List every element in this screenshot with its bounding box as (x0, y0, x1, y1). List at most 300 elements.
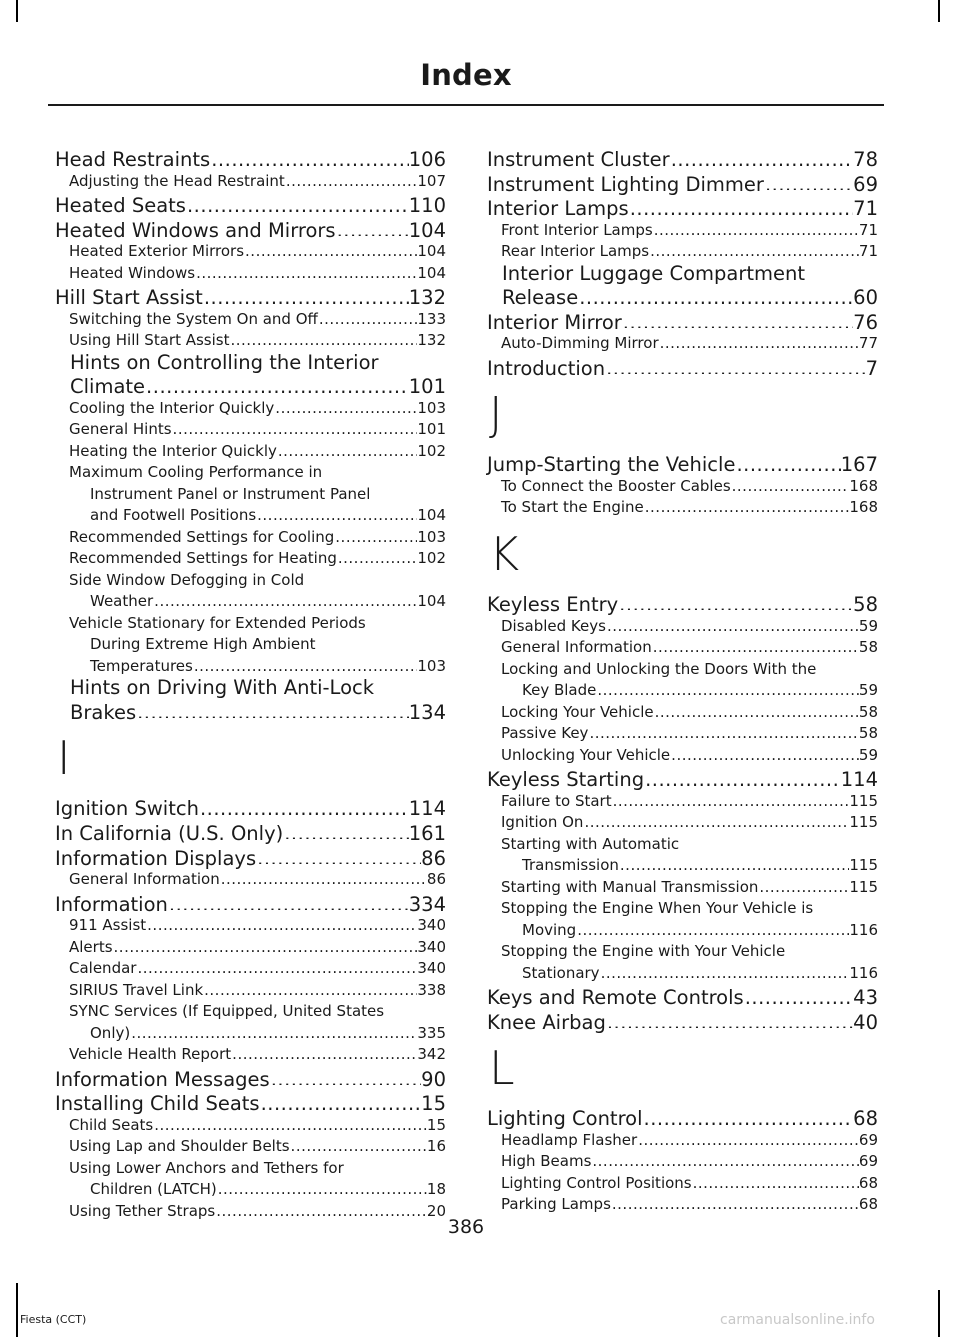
entry-line (55, 192, 446, 217)
entry-text: Information (55, 892, 168, 916)
entry-line (69, 441, 446, 463)
entry-text: Moving (522, 920, 577, 939)
index-subentry (55, 1001, 446, 1044)
entry-text: and Footwell Positions (90, 506, 257, 525)
dot-leader (606, 1009, 853, 1029)
dot-leader (596, 683, 859, 698)
entry-text: Heating the Interior Quickly (69, 441, 277, 460)
index-subentry (55, 241, 446, 263)
entry-line (487, 355, 878, 380)
dot-leader (744, 984, 853, 1004)
entry-text: Weather (90, 592, 154, 611)
entry-text-line: Hints on Controlling the Interior (70, 350, 379, 374)
entry-text: Failure to Start (501, 791, 612, 810)
index-subentry (487, 834, 878, 877)
page-reference: 110 (408, 194, 446, 218)
dot-leader (260, 1090, 422, 1110)
page-reference: 77 (858, 334, 878, 353)
index-subentry (487, 220, 878, 242)
page-title: Index (420, 58, 512, 92)
page-reference: 86 (426, 870, 446, 889)
entry-text: Hill Start Assist (55, 286, 203, 310)
entry-line (69, 548, 446, 570)
index-entry (55, 820, 446, 845)
dot-leader (283, 820, 409, 840)
dot-leader (576, 922, 849, 937)
index-letter-heading: L (489, 1041, 515, 1096)
index-entry (55, 845, 446, 870)
entry-text: Heated Windows (69, 263, 196, 282)
index-entry (55, 352, 446, 398)
entry-text: Stationary (522, 963, 600, 982)
page-reference: 114 (840, 768, 878, 792)
dot-leader (652, 640, 859, 655)
entry-line (522, 963, 878, 985)
page-reference: 68 (858, 1195, 878, 1214)
page-reference: 115 (849, 856, 878, 875)
entry-line (55, 284, 446, 309)
index-subentry (55, 309, 446, 331)
page-reference: 59 (858, 681, 878, 699)
index-subentry (487, 497, 878, 519)
page-reference: 15 (421, 1092, 446, 1116)
page-number: 386 (447, 1216, 485, 1238)
page-reference: 86 (421, 846, 446, 870)
page-reference: 71 (853, 197, 878, 221)
entry-text: Headlamp Flasher (501, 1130, 638, 1149)
page-reference: 334 (408, 892, 446, 916)
index-letter-heading: K (489, 526, 520, 581)
entry-line (501, 637, 878, 659)
index-subentry (55, 171, 446, 193)
index-entry (55, 217, 446, 242)
dot-leader (618, 591, 853, 611)
index-column-right (487, 146, 878, 1216)
page-reference: 58 (858, 702, 878, 721)
entry-text-line: SYNC Services (If Equipped, United States (69, 1002, 385, 1021)
entry-line (55, 146, 446, 171)
page-reference: 116 (849, 963, 878, 982)
entry-line (55, 820, 446, 845)
page-reference: 114 (408, 797, 446, 821)
entry-line (501, 616, 878, 638)
entry-line (487, 766, 878, 791)
entry-line (55, 1090, 446, 1115)
index-subentry (487, 1194, 878, 1216)
index-subentry (487, 877, 878, 899)
footer-model: Fiesta (CCT) (20, 1313, 87, 1326)
page-reference: 104 (417, 263, 446, 282)
index-subentry (55, 613, 446, 678)
entry-line (501, 241, 878, 263)
page-reference: 338 (417, 980, 446, 999)
entry-line (69, 958, 446, 980)
entry-line (69, 309, 446, 331)
page-reference: 104 (408, 218, 446, 242)
dot-leader (619, 858, 849, 873)
entry-text: Ignition Switch (55, 797, 199, 821)
dot-leader (649, 244, 859, 259)
entry-text: General Information (501, 638, 652, 656)
index-entry (487, 984, 878, 1009)
entry-text-line: Vehicle Stationary for Extended Periods (69, 613, 366, 632)
entry-text-line: Instrument Panel or Instrument Panel (90, 484, 371, 503)
index-subentry (55, 980, 446, 1002)
entry-line (55, 795, 446, 820)
entry-text: Child Seats (69, 1115, 154, 1134)
entry-text: Locking Your Vehicle (501, 702, 654, 721)
dot-leader (643, 1105, 854, 1125)
page-reference: 102 (417, 441, 446, 460)
index-subentry (487, 659, 878, 702)
entry-text-line: During Extreme High Ambient (90, 635, 316, 654)
dot-leader (588, 726, 858, 741)
entry-text: General Hints (69, 420, 172, 439)
entry-line (501, 877, 878, 899)
dot-leader (764, 171, 853, 191)
page-reference: 43 (853, 986, 878, 1010)
dot-leader (145, 373, 409, 393)
entry-line (501, 1194, 878, 1216)
dot-leader (203, 284, 409, 304)
dot-leader (172, 422, 418, 437)
dot-leader (256, 845, 421, 865)
dot-leader (659, 336, 859, 351)
page-reference: 104 (417, 506, 446, 525)
page-reference: 69 (858, 1152, 878, 1171)
index-subentry (55, 398, 446, 420)
entry-text-line: Side Window Defogging in Cold (69, 570, 305, 589)
entry-line (90, 1179, 446, 1201)
page-reference: 132 (417, 331, 446, 350)
index-subentry (55, 1158, 446, 1201)
entry-line (522, 920, 878, 942)
dot-leader (229, 333, 417, 348)
index-subentry (487, 476, 878, 498)
index-subentry (487, 941, 878, 984)
entry-text: Interior Mirror (487, 310, 622, 334)
entry-line (522, 855, 878, 877)
page-reference: 115 (849, 877, 878, 896)
entry-line (69, 527, 446, 549)
entry-text-line: Using Lower Anchors and Tethers for (69, 1158, 344, 1177)
page-reference: 340 (417, 916, 446, 935)
dot-leader (583, 815, 849, 830)
index-subentry (487, 241, 878, 263)
page-reference: 132 (408, 286, 446, 310)
dot-leader (153, 1117, 427, 1132)
page-reference: 69 (858, 1130, 878, 1149)
entry-line (69, 263, 446, 285)
page-reference: 60 (853, 286, 878, 310)
entry-text: High Beams (501, 1152, 592, 1171)
entry-line (55, 845, 446, 870)
header-rule (48, 104, 884, 106)
index-subentry (487, 1173, 878, 1195)
page-reference: 115 (849, 791, 878, 810)
page-reference: 340 (417, 959, 446, 978)
index-subentry (55, 462, 446, 527)
page-reference: 16 (426, 1137, 446, 1156)
page-reference: 168 (849, 498, 878, 517)
page-reference: 107 (417, 171, 446, 190)
entry-text: Disabled Keys (501, 616, 606, 635)
index-subentry (487, 1130, 878, 1152)
index-entry (487, 355, 878, 380)
entry-line (90, 656, 446, 678)
index-subentry (487, 637, 878, 659)
page-reference: 101 (417, 420, 446, 439)
dot-leader (578, 284, 853, 304)
page-reference: 68 (858, 1173, 878, 1192)
entry-text: Lighting Control (487, 1107, 643, 1131)
index-subentry (487, 898, 878, 941)
entry-text: Auto-Dimming Mirror (501, 334, 659, 353)
crop-mark-bottom-right (938, 1290, 940, 1337)
index-subentry (55, 527, 446, 549)
entry-line (70, 373, 446, 398)
dot-leader (146, 918, 417, 933)
index-entry (487, 309, 878, 334)
entry-text: Jump-Starting the Vehicle (487, 453, 736, 477)
dot-leader (337, 551, 417, 566)
page-reference: 134 (408, 700, 446, 724)
entry-text: Front Interior Lamps (501, 220, 653, 239)
page-reference: 104 (417, 592, 446, 611)
index-subentry (487, 791, 878, 813)
index-subentry (55, 958, 446, 980)
index-subentry (55, 937, 446, 959)
page-reference: 340 (417, 937, 446, 956)
entry-text: Release (502, 286, 579, 310)
page-reference: 102 (417, 549, 446, 568)
entry-line (70, 699, 446, 724)
dot-leader (186, 192, 409, 212)
index-entry (487, 195, 878, 220)
dot-leader (334, 529, 417, 544)
index-subentry (55, 419, 446, 441)
entry-line (487, 1105, 878, 1130)
dot-leader (692, 1175, 859, 1190)
dot-leader (168, 891, 409, 911)
entry-text: Parking Lamps (501, 1195, 611, 1214)
dot-leader (256, 508, 417, 523)
page-reference: 115 (849, 813, 878, 832)
entry-line (501, 497, 878, 519)
dot-leader (274, 400, 417, 415)
page-reference: 20 (426, 1201, 446, 1220)
dot-leader (136, 699, 409, 719)
entry-text-line: Locking and Unlocking the Doors With the (501, 659, 817, 678)
dot-leader (653, 222, 859, 237)
dot-leader (622, 309, 853, 329)
index-subentry (55, 1044, 446, 1066)
entry-line (69, 937, 446, 959)
entry-text: Rear Interior Lamps (501, 242, 650, 261)
index-entry (487, 263, 878, 309)
page-reference: 59 (858, 616, 878, 635)
entry-text: Cooling the Interior Quickly (69, 398, 275, 417)
entry-line (501, 702, 878, 724)
entry-line (69, 980, 446, 1002)
page-reference: 342 (417, 1045, 446, 1064)
dot-leader (629, 195, 853, 215)
entry-text: Using Hill Start Assist (69, 331, 230, 350)
dot-leader (217, 1182, 427, 1197)
dot-leader (591, 1154, 859, 1169)
entry-text-line: Interior Luggage Compartment (502, 261, 806, 285)
entry-line (69, 1044, 446, 1066)
page-reference: 167 (840, 453, 878, 477)
index-letter-heading: I (57, 731, 71, 786)
dot-leader (605, 355, 865, 375)
dot-leader (220, 872, 427, 887)
entry-text: Information Messages (55, 1067, 270, 1091)
dot-leader (612, 793, 850, 808)
entry-text: Transmission (522, 856, 619, 875)
page-reference: 335 (417, 1023, 446, 1042)
entry-line (55, 1066, 446, 1091)
dot-leader (670, 747, 859, 762)
index-entry (487, 1009, 878, 1034)
entry-line (487, 171, 878, 196)
entry-text: Temperatures (90, 656, 193, 675)
entry-line (69, 915, 446, 937)
page-reference: 15 (426, 1115, 446, 1134)
index-subentry (487, 333, 878, 355)
crop-mark-top-left (16, 0, 18, 22)
entry-line (487, 1009, 878, 1034)
page-reference: 103 (417, 656, 446, 675)
dot-leader (195, 265, 417, 280)
entry-line (501, 333, 878, 355)
dot-leader (600, 965, 850, 980)
entry-text: Children (LATCH) (90, 1180, 217, 1199)
page-reference: 58 (858, 638, 878, 656)
entry-line (69, 330, 446, 352)
entry-text: Calendar (69, 959, 137, 978)
index-subentry (487, 745, 878, 767)
index-subentry (55, 570, 446, 613)
entry-line (501, 723, 878, 745)
index-subentry (487, 616, 878, 638)
entry-line (487, 451, 878, 476)
entry-text: Heated Exterior Mirrors (69, 242, 245, 261)
entry-line (90, 505, 446, 527)
entry-text: Instrument Lighting Dimmer (487, 172, 764, 196)
dot-leader (731, 479, 850, 494)
dot-leader (203, 982, 417, 997)
dot-leader (290, 1139, 427, 1154)
index-entry (487, 591, 878, 616)
entry-line (501, 1130, 878, 1152)
page-reference: 101 (408, 375, 446, 399)
page-reference: 71 (858, 220, 878, 239)
entry-text-line: Maximum Cooling Performance in (69, 463, 323, 482)
crop-mark-bottom-left (16, 1283, 18, 1337)
entry-line (522, 680, 878, 702)
index-entry (487, 766, 878, 791)
index-entry (55, 677, 446, 723)
dot-leader (199, 795, 409, 815)
index-subentry (487, 812, 878, 834)
entry-line (501, 745, 878, 767)
entry-line (69, 1115, 446, 1137)
page-reference: 103 (417, 398, 446, 417)
entry-text: Recommended Settings for Heating (69, 549, 337, 568)
entry-line (90, 1023, 446, 1045)
page-reference: 78 (853, 148, 878, 172)
dot-leader (270, 1066, 421, 1086)
entry-text: Passive Key (501, 724, 589, 742)
entry-text: 911 Assist (69, 916, 147, 935)
dot-leader (318, 311, 418, 326)
page-reference: 59 (858, 745, 878, 764)
entry-text: Head Restraints (55, 148, 211, 172)
index-entry (55, 1066, 446, 1091)
index-entry (487, 146, 878, 171)
index-subentry (487, 723, 878, 745)
dot-leader (654, 704, 859, 719)
entry-text-line: Hints on Driving With Anti-Lock (70, 676, 375, 700)
page-reference: 68 (853, 1107, 878, 1131)
dot-leader (644, 766, 841, 786)
index-subentry (487, 702, 878, 724)
entry-line (69, 1136, 446, 1158)
index-subentry (55, 915, 446, 937)
dot-leader (735, 451, 840, 471)
index-subentry (55, 548, 446, 570)
entry-text: Heated Windows and Mirrors (55, 218, 336, 242)
page-reference: 18 (426, 1180, 446, 1199)
page-reference: 7 (865, 356, 878, 380)
entry-line (487, 309, 878, 334)
entry-text: Adjusting the Head Restraint (69, 171, 285, 190)
entry-text: Using Lap and Shoulder Belts (69, 1137, 290, 1156)
dot-leader (231, 1047, 417, 1062)
dot-leader (210, 146, 409, 166)
dot-leader (136, 961, 417, 976)
index-entry (55, 146, 446, 171)
page-reference: 40 (853, 1010, 878, 1034)
index-letter-heading: J (489, 387, 503, 442)
dot-leader (285, 173, 418, 188)
entry-text: Installing Child Seats (55, 1092, 260, 1116)
entry-text-line: Starting with Automatic (501, 834, 680, 853)
index-subentry (55, 441, 446, 463)
entry-text: Key Blade (522, 681, 597, 699)
page-reference: 106 (408, 148, 446, 172)
dot-leader (113, 939, 418, 954)
entry-line (55, 217, 446, 242)
entry-text: Only) (90, 1023, 131, 1042)
entry-line (501, 812, 878, 834)
page-reference: 58 (858, 724, 878, 742)
index-subentry (55, 1136, 446, 1158)
dot-leader (644, 500, 850, 515)
page-reference: 104 (417, 242, 446, 261)
dot-leader (193, 658, 418, 673)
index-entry (55, 891, 446, 916)
page-reference: 103 (417, 527, 446, 546)
entry-text: Switching the System On and Off (69, 309, 318, 328)
entry-line (487, 195, 878, 220)
page-reference: 133 (417, 309, 446, 328)
page-reference: 168 (849, 476, 878, 495)
entry-line (502, 284, 878, 309)
entry-text: Keyless Starting (487, 768, 645, 792)
dot-leader (606, 618, 859, 633)
